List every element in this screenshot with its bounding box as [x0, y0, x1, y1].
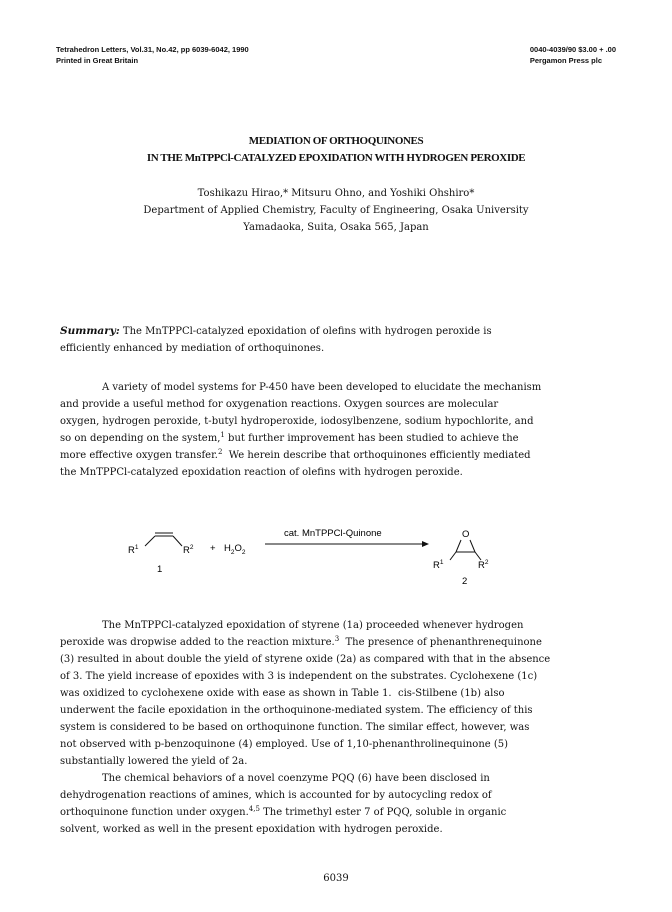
- substituent-r2: $R^2$: [183, 544, 194, 556]
- body-line: substantially lowered the yield of 2a.: [60, 756, 248, 767]
- arrow-head: [422, 541, 429, 547]
- body-line: was oxidized to cyclohexene oxide with ease as shown in Table 1. cis-Stilbene (1b) also: [60, 688, 505, 699]
- intro-line: and provide a useful method for oxygenation reactions. Oxygen sources are molecular: [60, 399, 499, 410]
- epoxide-oxygen: O: [462, 529, 470, 540]
- issn-line: 0040-4039/90 $3.00 + .00: [529, 45, 616, 54]
- printed-line: Printed in Great Britain: [56, 56, 139, 65]
- intro-paragraph: [60, 379, 611, 481]
- bond-line: [173, 536, 182, 546]
- body-paragraph-2: [60, 770, 611, 838]
- intro-line: the MnTPPCl-catalyzed epoxidation reaction of olefins with hydrogen peroxide.: [60, 467, 463, 478]
- bond-line: [450, 552, 456, 560]
- summary: [60, 323, 611, 357]
- substituent-r1: $R^1$: [128, 544, 139, 556]
- body-line: orthoquinone function under oxygen.$^{4,5}$ The trimethyl ester 7 of PQQ, soluble in organic: [60, 805, 507, 818]
- summary-text: The MnTPPCl-catalyzed epoxidation of olefins with hydrogen peroxide is: [119, 326, 492, 337]
- body-line: The MnTPPCl-catalyzed epoxidation of styrene (1a) proceeded whenever hydrogen: [102, 620, 524, 631]
- article-title: [40, 133, 632, 167]
- body-line: dehydrogenation reactions of amines, which is accounted for by autocycling redox of: [60, 790, 492, 801]
- body-line: (3) resulted in about double the yield of styrene oxide (2a) as compared with that in the absence: [60, 654, 551, 665]
- summary-text-2: efficiently enhanced by mediation of orthoquinones.: [60, 343, 325, 354]
- journal-citation: [56, 44, 249, 66]
- compound-label-1: 1: [157, 564, 163, 575]
- journal-code: [530, 44, 616, 66]
- intro-line: more effective oxygen transfer.$^2$ We herein describe that orthoquinones efficiently mediated: [60, 448, 531, 461]
- reference-mark: 1: [220, 431, 225, 439]
- bond-line: [145, 536, 155, 546]
- body-line: of 3. The yield increase of epoxides with 3 is independent on the substrates. Cyclohexene (1c): [60, 671, 538, 682]
- intro-line: oxygen, hydrogen peroxide, t-butyl hydroperoxide, iodosylbenzene, sodium hypochlorite, and: [60, 416, 534, 427]
- author-block: [40, 185, 632, 236]
- reference-mark: 3: [334, 635, 340, 643]
- reaction-scheme: [120, 522, 570, 590]
- address: Yamadaoka, Suita, Osaka 565, Japan: [243, 222, 429, 233]
- reference-mark: 2: [217, 448, 223, 456]
- body-line: underwent the facile epoxidation in the orthoquinone-mediated system. The efficiency of this: [60, 705, 533, 716]
- product-substituent-r2: $R^2$: [478, 559, 489, 571]
- affiliation: Department of Applied Chemistry, Faculty of Engineering, Osaka University: [143, 205, 529, 216]
- compound-label-2: 2: [462, 576, 468, 587]
- summary-label: Summary:: [60, 325, 120, 337]
- title-line-2: IN THE MnTPPCl-CATALYZED EPOXIDATION WITH HYDROGEN PEROXIDE: [146, 152, 526, 164]
- body-line: The chemical behaviors of a novel coenzyme PQQ (6) have been disclosed in: [102, 773, 490, 784]
- page-number: 6039: [323, 873, 349, 884]
- reference-mark: 4,5: [248, 805, 260, 813]
- catalyst-label: cat. MnTPPCl-Quinone: [284, 528, 382, 539]
- epoxide-bond: [456, 540, 461, 552]
- journal-line: Tetrahedron Letters, Vol.31, No.42, pp 6039-6042, 1990: [56, 45, 249, 54]
- hydrogen-peroxide: $H_2O_2$: [224, 543, 246, 556]
- body-line: solvent, worked as well in the present epoxidation with hydrogen peroxide.: [60, 824, 443, 835]
- intro-line: A variety of model systems for P-450 have been developed to elucidate the mechanism: [102, 382, 542, 393]
- intro-line: so on depending on the system,$^1$ but further improvement has been studied to achieve the: [60, 431, 519, 444]
- publisher-line: Pergamon Press plc: [529, 56, 602, 65]
- body-line: peroxide was dropwise added to the reaction mixture.$^3$ The presence of phenanthrenequinone: [60, 635, 542, 648]
- body-line: system is considered to be based on orthoquinone function. The similar effect, however, was: [60, 722, 530, 733]
- author-names: Toshikazu Hirao,* Mitsuru Ohno, and Yoshiki Ohshiro*: [197, 188, 475, 199]
- title-line-1: MEDIATION OF ORTHOQUINONES: [248, 135, 424, 147]
- epoxide-bond: [470, 540, 475, 552]
- body-line: not observed with p-benzoquinone (4) employed. Use of 1,10-phenanthrolinequinone (5): [60, 739, 509, 750]
- plus-sign: +: [210, 543, 216, 554]
- product-substituent-r1: $R^1$: [433, 559, 444, 571]
- body-paragraph-1: [60, 617, 611, 770]
- bond-line: [475, 552, 481, 560]
